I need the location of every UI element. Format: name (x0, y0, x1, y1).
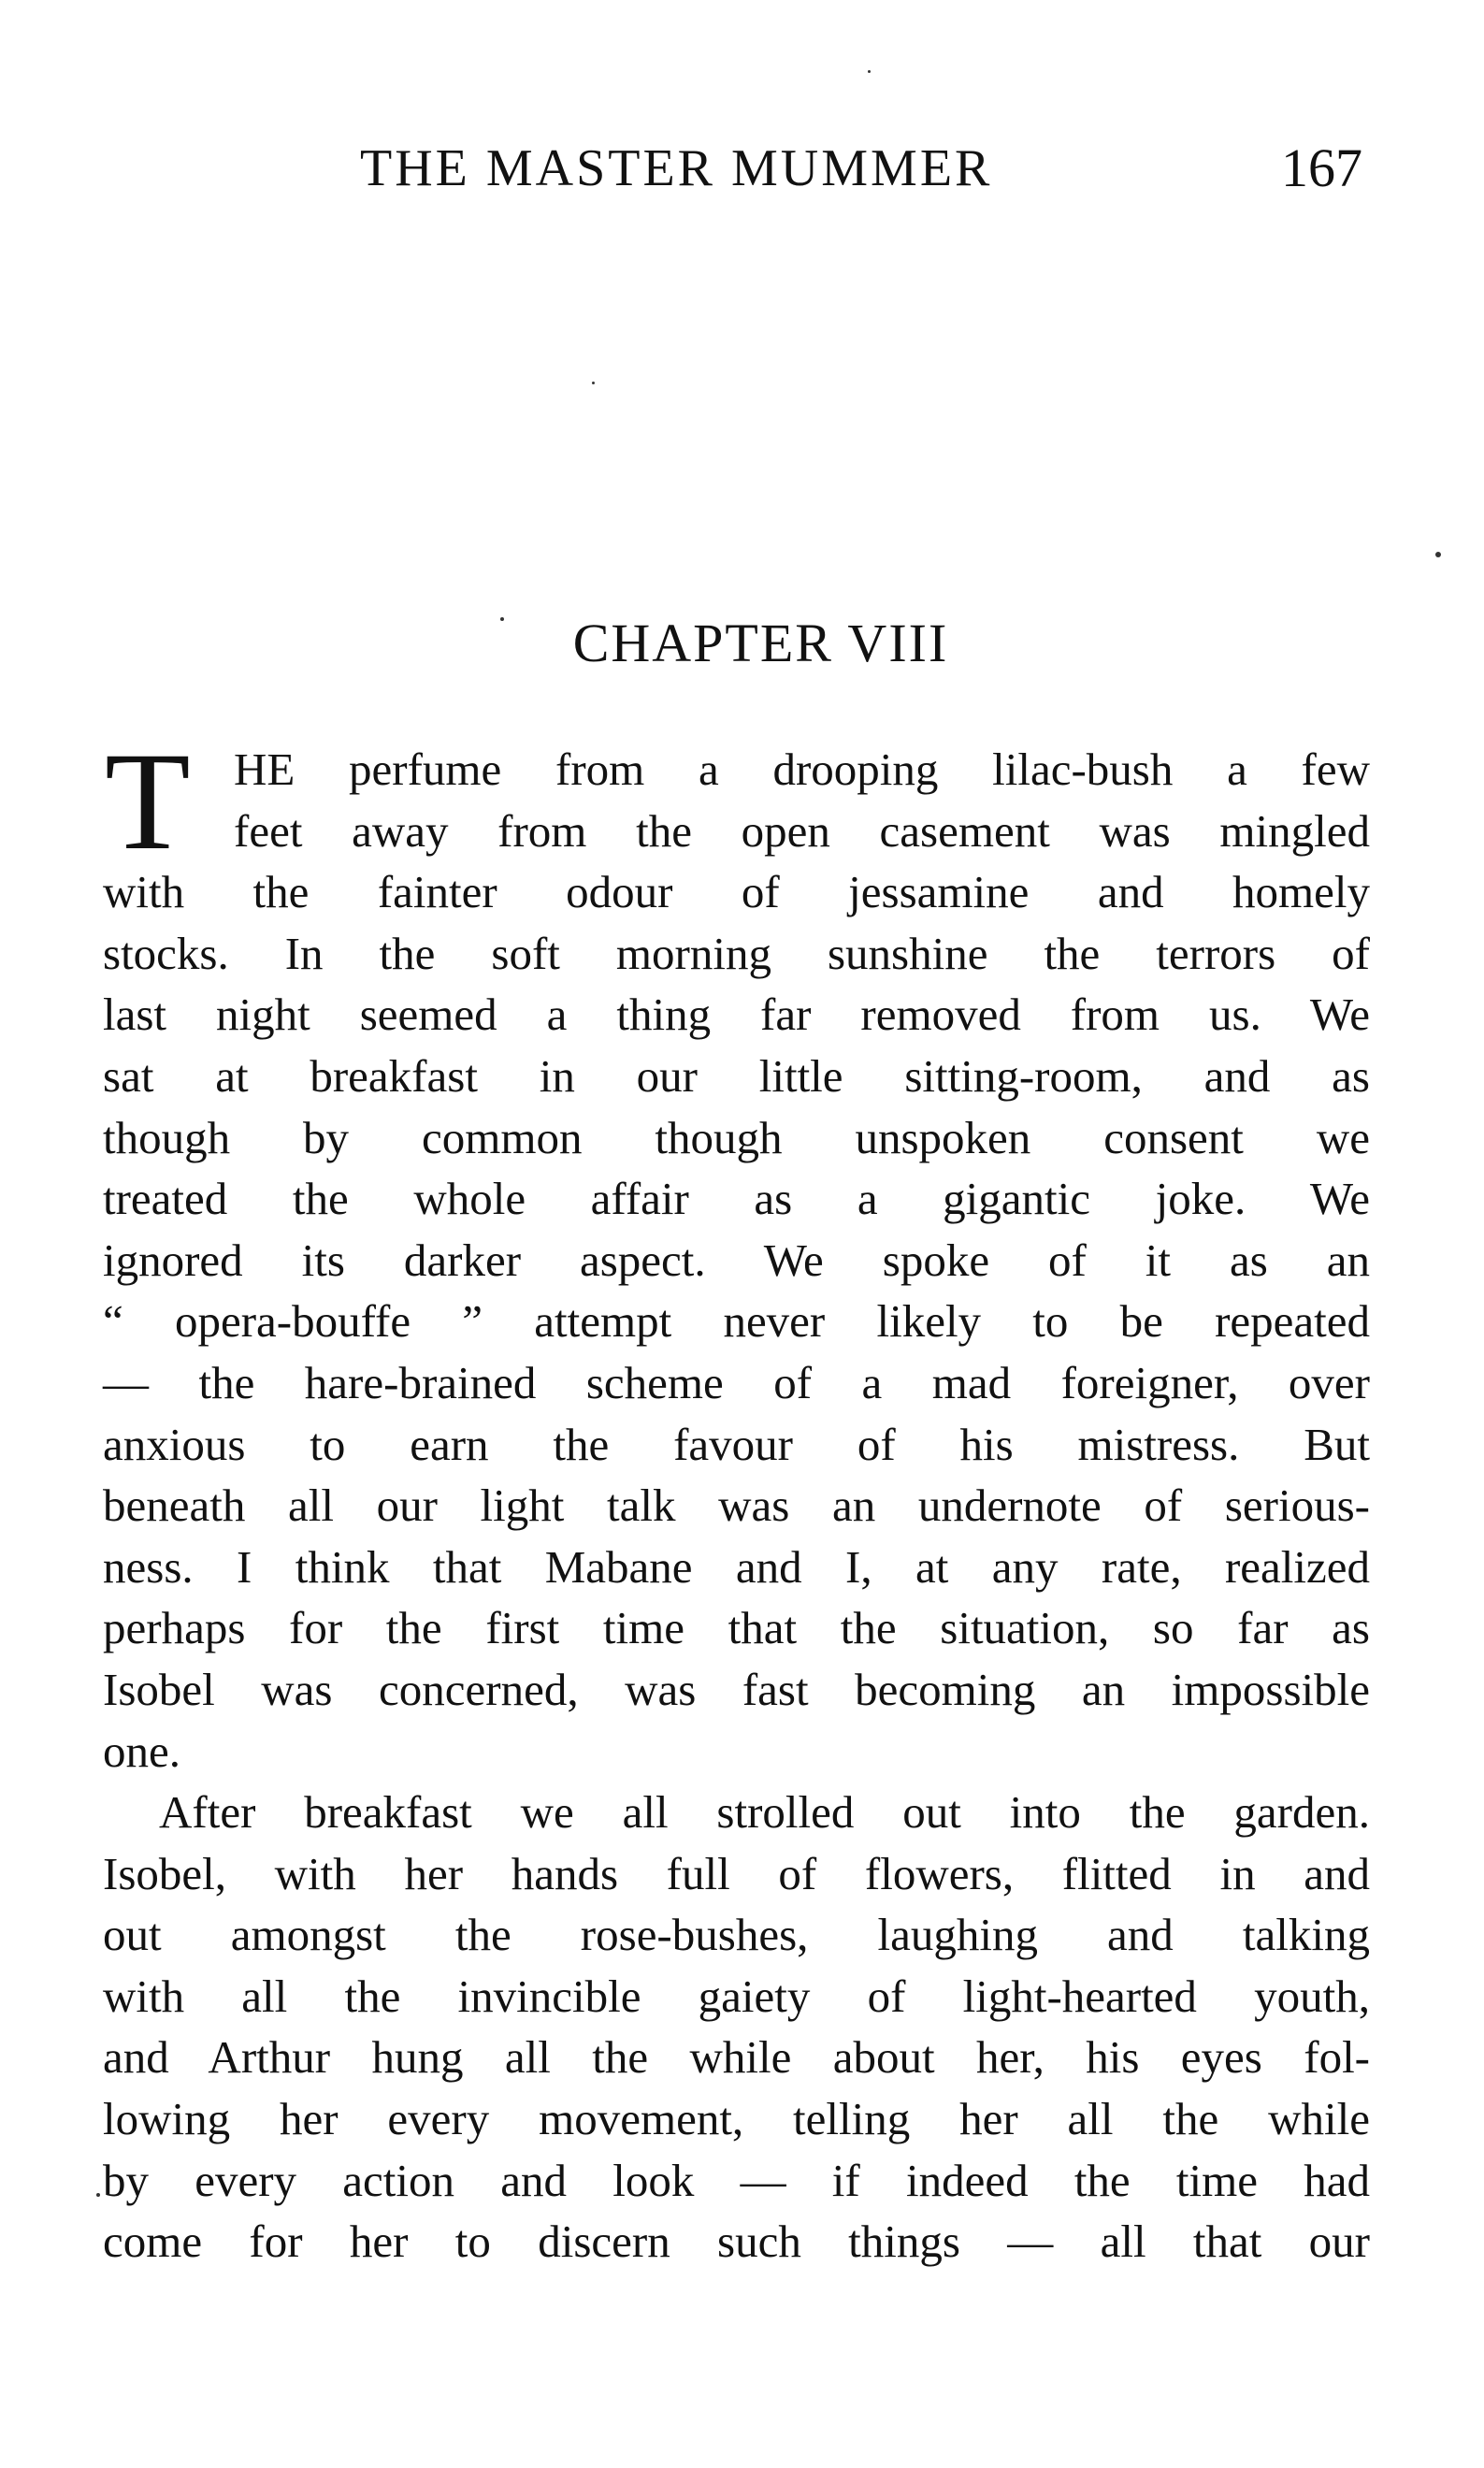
paragraph-2 (103, 1782, 1370, 2273)
text-line: Isobel, with her hands full of flowers, flitted in and (103, 1847, 1370, 1899)
text-line: come for her to discern such things — all that our (103, 2215, 1370, 2268)
paragraph-1 (103, 724, 1370, 1782)
text-line: stocks. In the soft morning sunshine the terrors of (103, 927, 1370, 979)
text-line: lowing her every movement, telling her all the while (103, 2093, 1370, 2145)
text-line: with the fainter odour of jessamine and homely (103, 866, 1370, 918)
chapter-heading: CHAPTER VIII (572, 613, 949, 673)
text-line: Isobel was concerned, was fast becoming an impossible (103, 1663, 1370, 1715)
drop-cap: T (105, 724, 191, 879)
page-number: 167 (1281, 137, 1362, 198)
body-text (103, 724, 1370, 2273)
text-line: — the hare-brained scheme of a mad foreigner, over (103, 1356, 1370, 1408)
text-line: ness. I think that Mabane and I, at any rate, realized (103, 1540, 1370, 1593)
text-line: last night seemed a thing far removed from us. We (103, 989, 1370, 1041)
text-line: though by common though unspoken consent we (103, 1111, 1370, 1163)
text-line: beneath all our light talk was an undernote of serious- (103, 1479, 1370, 1532)
text-line: HE perfume from a drooping lilac-bush a few (234, 743, 1370, 795)
scan-speck (96, 2193, 100, 2197)
text-line: ignored its darker aspect. We spoke of it as an (103, 1234, 1370, 1286)
text-line: anxious to earn the favour of his mistress. But (103, 1418, 1370, 1470)
scan-speck (592, 382, 595, 384)
text-line: by every action and look — if indeed the time had (103, 2154, 1370, 2206)
text-line: “ opera-bouffe ” attempt never likely to be repeated (103, 1295, 1370, 1348)
text-line: and Arthur hung all the while about her, his eyes fol- (103, 2031, 1370, 2084)
text-line: with all the invincible gaiety of light-hearted youth, (103, 1970, 1370, 2022)
running-header (0, 131, 1484, 206)
text-line: treated the whole affair as a gigantic joke. We (103, 1173, 1370, 1225)
scan-speck (500, 617, 504, 621)
text-line: feet away from the open casement was mingled (234, 804, 1370, 857)
scan-speck (1435, 552, 1441, 557)
text-line: perhaps for the first time that the situation, so far as (103, 1602, 1370, 1654)
text-line: sat at breakfast in our little sitting-room, and as (103, 1049, 1370, 1102)
text-line: After breakfast we all strolled out into the garden. (159, 1786, 1370, 1839)
text-line: out amongst the rose-bushes, laughing and talking (103, 1909, 1370, 1961)
running-title: THE MASTER MUMMER (360, 139, 993, 197)
scan-speck (868, 70, 871, 73)
text-line: one. (103, 1725, 180, 1777)
